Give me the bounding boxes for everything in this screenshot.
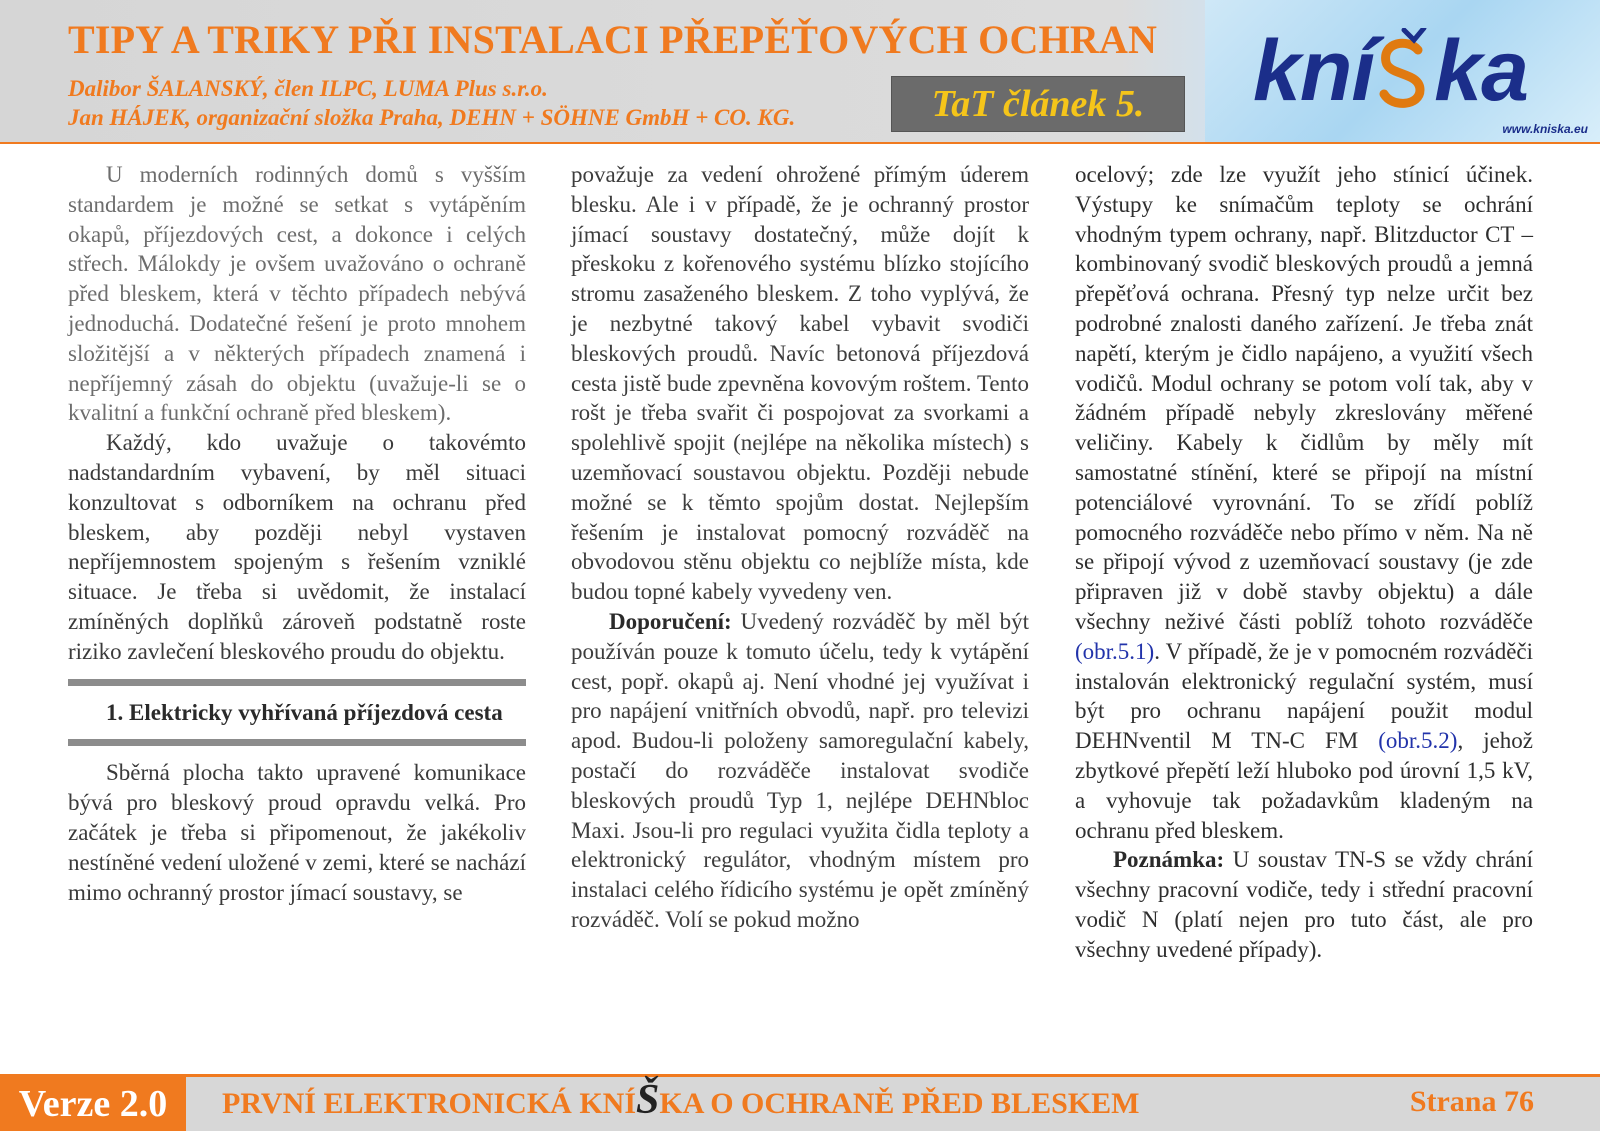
logo-part2: ka [1434, 23, 1528, 119]
recommendation-label: Doporučení: [609, 608, 732, 634]
col2-paragraph-1: považuje za vedení ohrožené přímým úderem blesku. Ale i v případě, že je ochranný prostor jímací soustavy dostatečný, může dojít k přeskoku z kořenového systému blízko stojícího stromu zasaženého bleskem. Z toho vyplývá, že je nezbytné takový kabel vybavit svodiči bleskových proudů. Navíc betonová příjezdová cesta jistě bude zpevněna kovovým roštem. Tento rošt je třeba svařit či pospojovat za svorkami a spolehlivě spojit (nejlépe na několika místech) s uzemňovací soustavou objektu. Později nebude možné se k těmto spojům dostat. Nejlepším řešením je instalovat pomocný rozváděč na obvodovou stěnu objektu co nejblíže místa, kde budou topné kabely vyvedeny ven. [571, 162, 1029, 605]
page-title: TIPY A TRIKY PŘI INSTALACI PŘEPĚŤOVÝCH OCHRAN [68, 17, 1158, 62]
version-label: Verze 2.0 [18, 1083, 168, 1125]
logo-part1: kní [1253, 23, 1375, 119]
column-2 [571, 160, 1029, 935]
note-label: Poznámka: [1113, 847, 1225, 873]
recommendation-text: Uvedený rozváděč by měl být používán pouze k tomuto účelu, tedy k vytápění cest, popř. okapů aj. Není vhodné jej využívat i pro napájení vnitřních obvodů, např. pro televizi apod. Budou-li položeny samoregulační kabely, postačí do rozváděče instalovat svodiče bleskových proudů Typ 1, nejlépe DEHNbloc Maxi. Jsou-li pro regulaci využita čidla teploty a elektronický regulátor, vhodným místem pro instalaci celého řídicího systému je opět zmíněný rozváděč. Volí se pokud možno [571, 608, 1029, 932]
col1-paragraph-2: Každý, kdo uvažuje o takovémto nadstandardním vybavení, by měl situaci konzultovat s odborníkem na ochranu před bleskem, aby později nebyl vystaven nepříjemnostem spojeným s řešením vzniklé situace. Je třeba si uvědomit, že instalací zmíněných doplňků zároveň podstatně roste riziko zavlečení bleskového proudu do objektu. [68, 430, 526, 664]
logo-url[interactable]: www.kniska.eu [1502, 122, 1588, 136]
figure-ref-5-2[interactable]: (obr.5.2) [1378, 728, 1458, 754]
col3-note [1075, 845, 1533, 964]
author-line-2: Jan HÁJEK, organizační složka Praha, DEHN + SÖHNE GmbH + CO. KG. [68, 105, 796, 130]
page-number: Strana 76 [1409, 1085, 1534, 1118]
column-3 [1075, 160, 1533, 965]
author-line-1: Dalibor ŠALANSKÝ, člen ILPC, LUMA Plus s.r.o. [68, 76, 548, 101]
figure-ref-5-1[interactable]: (obr.5.1) [1075, 638, 1155, 664]
header [0, 0, 1600, 144]
section-rule-bottom [68, 739, 526, 746]
footer-title-a: PRVNÍ ELEKTRONICKÁ KNÍ [222, 1087, 636, 1120]
col3-text-a: ocelový; zde lze využít jeho stínicí účinek. Výstupy ke snímačům teploty se ochrání vhodným typem ochrany, např. Blitzductor CT – kombinovaný svodič bleskových proudů a jemná přepěťová ochrana. Přesný typ nelze určit bez podrobné znalosti daného zařízení. Je třeba znát napětí, kterým je čidlo napájeno, a využití všech vodičů. Modul ochrany se potom volí tak, aby v žádném případě nebyly zkreslovány měřené veličiny. Kabely k čidlům by měly mít samostatné stínění, které se připojí na místní potenciálové vyrovnání. To se zřídí poblíž pomocného rozváděče nebo přímo v něm. Na ně se připojí vývod z uzemňovací soustavy (je zde připraven již v době stavby objektu) a dále všechny neživé části poblíž tohoto rozváděče [1075, 162, 1533, 634]
footer-title-s: Š [636, 1077, 660, 1123]
col1-paragraph-3: Sběrná plocha takto upravené komunikace bývá pro bleskový proud opravdu velká. Pro začátek je třeba si připomenout, že jakékoliv nestíněné vedení uložené v zemi, které se nachází mimo ochranný prostor jímací soustavy, se [68, 760, 526, 905]
footer-title [222, 1077, 1140, 1123]
logo-s-icon [1374, 28, 1434, 112]
section-rule-top [68, 679, 526, 686]
col2-recommendation [571, 607, 1029, 935]
version-badge [0, 1077, 186, 1131]
article-badge [891, 76, 1185, 132]
col1-paragraph-1: U moderních rodinných domů s vyšším standardem je možné se setkat s vytápěním okapů, příjezdových cest, a dokonce i celých střech. Málokdy je ovšem uvažováno o ochraně před bleskem, která v těchto případech nebývá jednoduchá. Dodatečné řešení je proto mnohem složitější a v některých případech znamená i nepříjemný zásah do objektu (uvažuje-li se o kvalitní a funkční ochraně před bleskem). [68, 162, 526, 426]
kniska-logo[interactable] [1205, 0, 1600, 142]
note-text: U soustav TN-S se vždy chrání všechny pracovní vodiče, tedy i střední pracovní vodič N (platí nejen pro tuto část, ale pro všechny uvedené případy). [1075, 847, 1533, 962]
section-heading: 1. Elektricky vyhřívaná příjezdová cesta [106, 699, 503, 725]
footer-title-b: KA O OCHRANĚ PŘED BLESKEM [659, 1087, 1140, 1120]
logo-wordmark [1253, 23, 1528, 119]
col3-paragraph-1 [1075, 160, 1533, 845]
col3-text-b: . V případě, že je v pomocném rozváděči instalován elektronický regulační systém, musí být pro ochranu napájení použit modul DEHNventil M TN-C FM [1075, 638, 1533, 754]
col3-text-c: , jehož zbytkové přepětí leží hluboko pod úrovní 1,5 kV, a vyhovuje tak požadavkům kladeným na ochranu před bleskem. [1075, 728, 1533, 843]
article-badge-label: TaT článek 5. [931, 83, 1145, 125]
footer [0, 1074, 1600, 1131]
column-1 [68, 160, 526, 907]
